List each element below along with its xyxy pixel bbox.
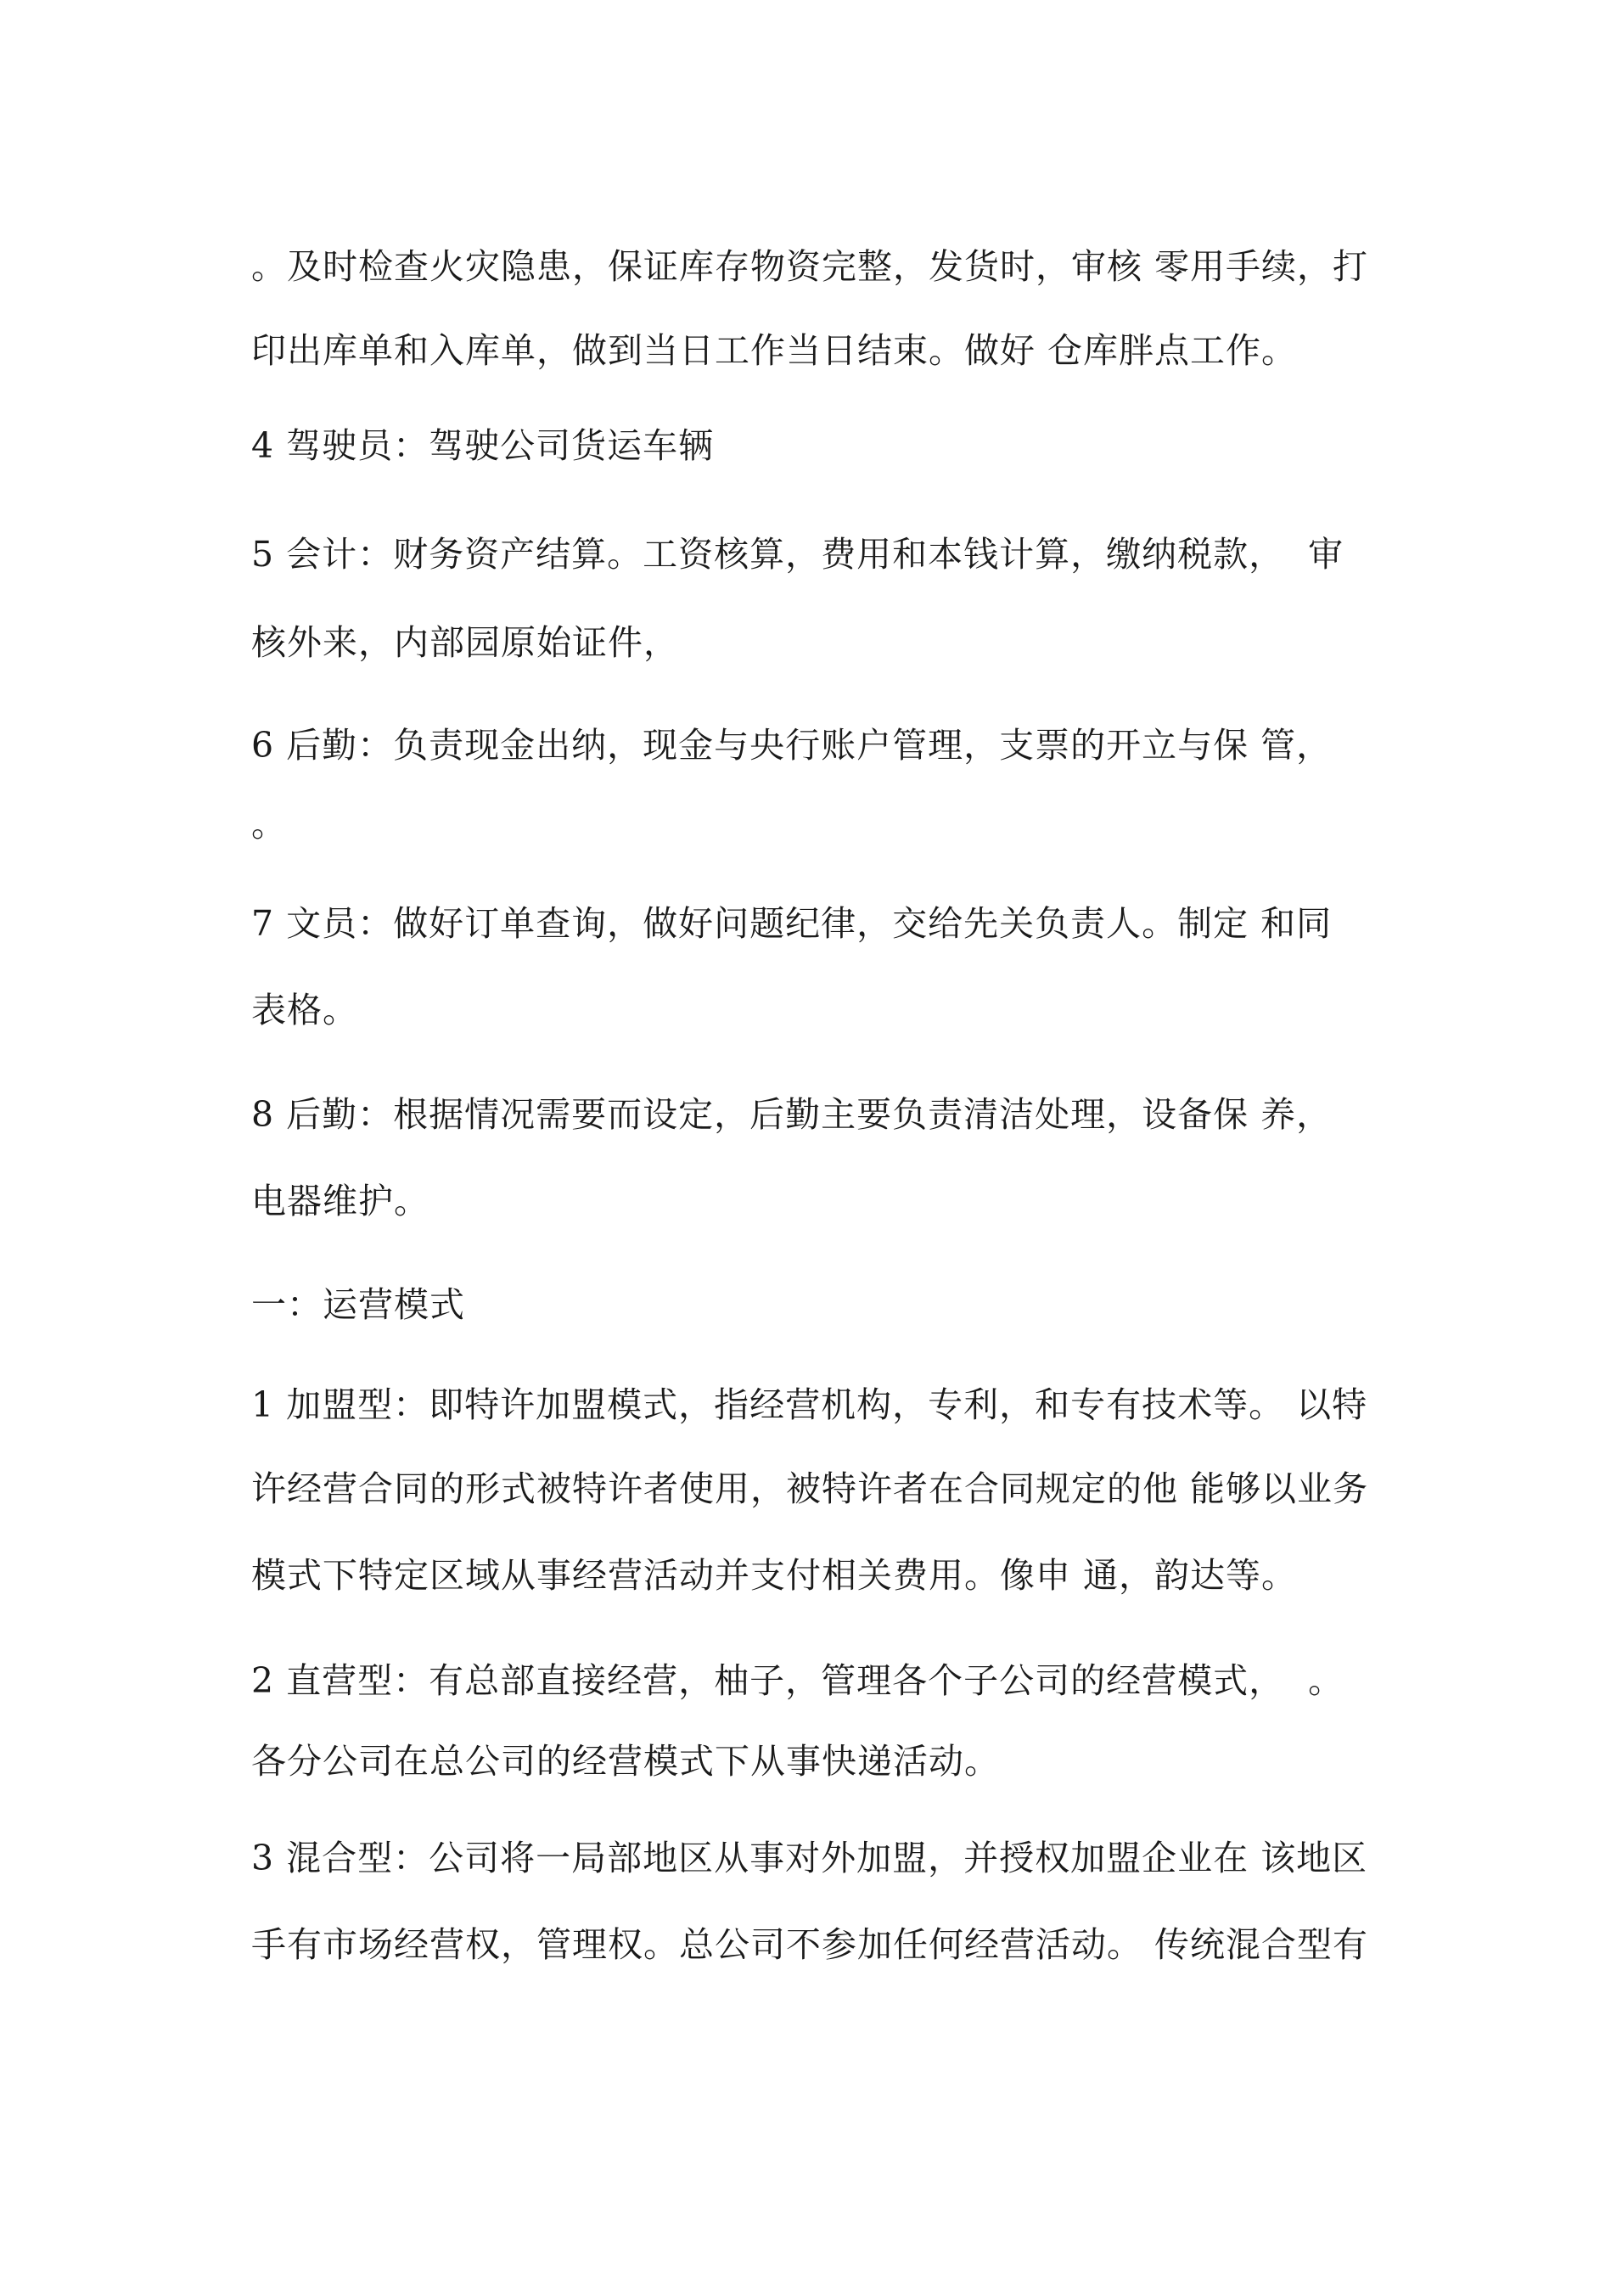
text-line: 许经营合同的形式被特许者使用，被特许者在合同规定的他 能够以业务 bbox=[251, 1468, 1369, 1509]
text-line: 。 bbox=[251, 804, 287, 845]
text-line: 模式下特定区域从事经营活动并支付相关费用。像申 通，韵达等。 bbox=[251, 1555, 1298, 1596]
text-line: 表格。 bbox=[251, 990, 358, 1030]
text-line: 1 加盟型：即特许加盟模式，指经营机构，专利，和专有技术等。 以特 bbox=[251, 1384, 1368, 1425]
text-line: 。及时检查火灾隐患，保证库存物资完整，发货时，审核 零用手续，打 bbox=[251, 246, 1369, 287]
text-line: 5 会计：财务资产结算。工资核算，费用和本钱计算，缴纳税款， 审 bbox=[251, 534, 1344, 575]
text-line: 8 后勤：根据情况需要而设定，后勤主要负责清洁处理，设备保 养， bbox=[251, 1094, 1333, 1135]
section-heading: 一：运营模式 bbox=[251, 1284, 465, 1325]
text-line: 2 直营型：有总部直接经营，柚子，管理各个子公司的经营模式， 。 bbox=[251, 1660, 1344, 1701]
text-line: 3 混合型：公司将一局部地区从事对外加盟，并授权加盟企业在 该地区 bbox=[251, 1838, 1368, 1878]
text-line: 各分公司在总公司的经营模式下从事快递活动。 bbox=[251, 1741, 1000, 1782]
text-line: 7 文员：做好订单查询，做好问题纪律，交给先关负责人。制定 和同 bbox=[251, 903, 1333, 944]
text-line: 手有市场经营权，管理权。总公司不参加任何经营活动。 传统混合型有 bbox=[251, 1924, 1369, 1965]
text-line: 电器维护。 bbox=[251, 1181, 429, 1221]
text-line: 4 驾驶员：驾驶公司货运车辆 bbox=[251, 425, 715, 466]
text-line: 核外来，内部园原始证件， bbox=[251, 622, 679, 663]
text-line: 印出库单和入库单，做到当日工作当日结束。做好 仓库胖点工作。 bbox=[251, 330, 1298, 371]
text-line: 6 后勤：负责现金出纳，现金与央行账户管理，支票的开立与保 管， bbox=[251, 725, 1333, 766]
